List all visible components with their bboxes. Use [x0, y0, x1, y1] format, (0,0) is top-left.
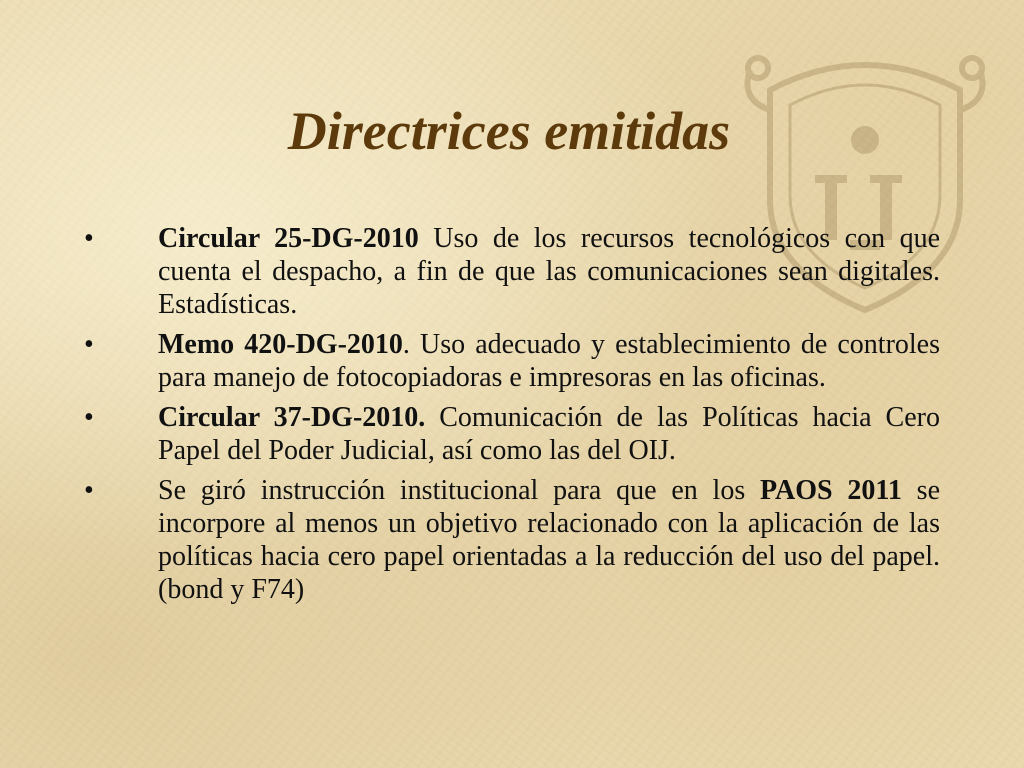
item-text: . Uso adecuado y establecimiento de controles para manejo de fotocopiadoras e impresoras en las oficinas. — [158, 329, 941, 393]
bullet-list — [84, 222, 940, 613]
item-text: Comunicación de las Políticas hacia Cero Papel del Poder Judicial, así como las del OIJ. — [158, 402, 940, 466]
item-text: Se giró instrucción institucional para que en los — [158, 475, 761, 506]
item-lead-bold: Memo 420-DG-2010 — [158, 329, 403, 360]
item-text: se incorpore al menos un objetivo relacionado con la aplicación de las políticas hacia cero papel orientadas a la reducción del uso del papel. (bond y F74) — [158, 475, 941, 605]
item-lead-bold: Circular 25-DG-2010 — [158, 223, 419, 254]
list-item — [84, 474, 940, 606]
item-inline-bold: PAOS 2011 — [760, 475, 902, 506]
list-item — [84, 222, 940, 321]
list-item — [84, 328, 940, 394]
item-text: Uso de los recursos tecnológicos con que cuenta el despacho, a fin de que las comunicaciones sean digitales. Estadísticas. — [158, 223, 940, 320]
bullet-icon: • — [84, 402, 94, 433]
slide-title: Directrices emitidas — [287, 101, 731, 161]
bullet-icon: • — [84, 475, 94, 506]
item-lead-bold: Circular 37-DG-2010. — [158, 402, 426, 433]
bullet-icon: • — [84, 329, 94, 360]
list-item — [84, 401, 940, 467]
bullet-icon: • — [84, 223, 94, 254]
